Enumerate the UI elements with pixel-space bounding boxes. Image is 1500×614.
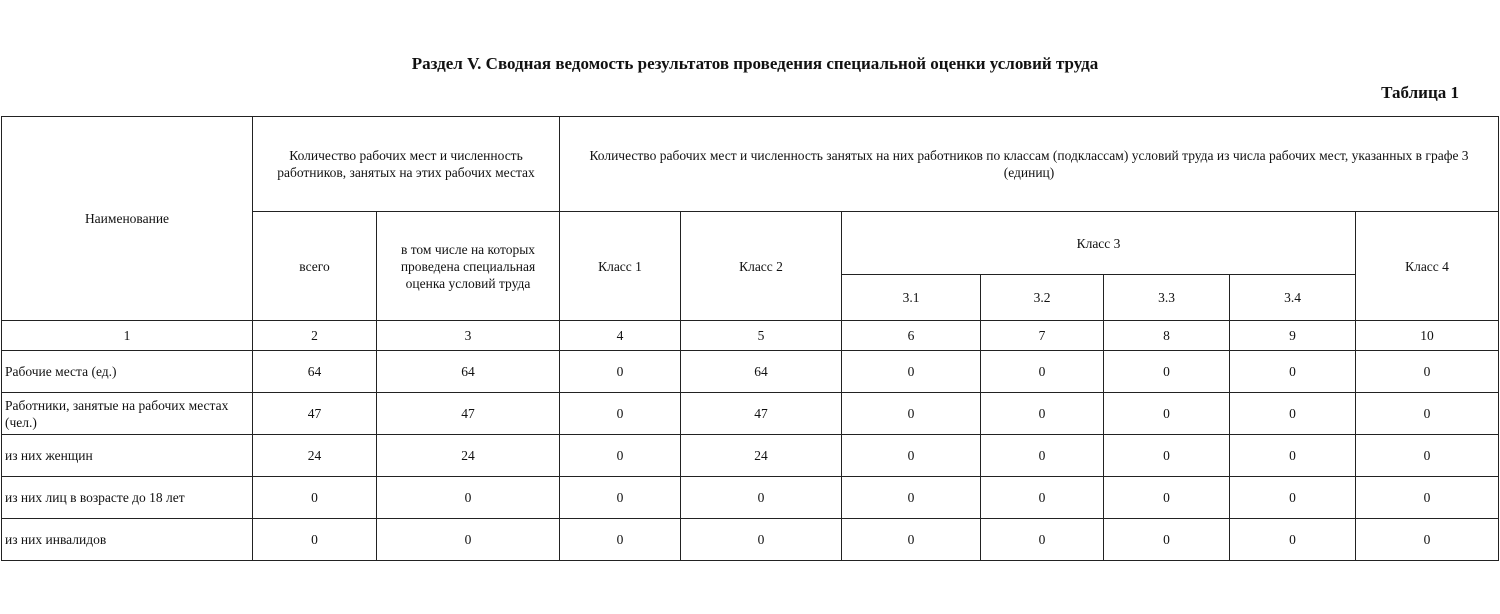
- table-row: [2, 435, 1499, 477]
- header-subclass-3-4: 3.4: [1230, 275, 1356, 321]
- table-cell: 0: [560, 477, 681, 519]
- table-cell: 47: [681, 393, 842, 435]
- table-row: [2, 351, 1499, 393]
- column-number-row: [2, 321, 1499, 351]
- column-number: 7: [981, 321, 1104, 351]
- header-class-2: Класс 2: [681, 212, 842, 321]
- row-label: из них инвалидов: [2, 519, 253, 561]
- table-cell: 0: [377, 519, 560, 561]
- summary-table: [1, 116, 1499, 561]
- table-cell: 0: [1356, 351, 1499, 393]
- header-class-3: Класс 3: [842, 212, 1356, 275]
- table-cell: 0: [1104, 435, 1230, 477]
- table-cell: 0: [1356, 393, 1499, 435]
- table-cell: 24: [681, 435, 842, 477]
- header-group-classes: Количество рабочих мест и численность занятых на них работников по классам (подклассам) условий труда из числа рабочих мест, указанных в графе 3 (единиц): [560, 117, 1499, 212]
- column-number: 1: [2, 321, 253, 351]
- table-cell: 0: [681, 477, 842, 519]
- table-label: Таблица 1: [1381, 83, 1459, 102]
- column-number: 9: [1230, 321, 1356, 351]
- table-cell: 0: [1356, 519, 1499, 561]
- table-cell: 0: [377, 477, 560, 519]
- table-cell: 0: [1104, 351, 1230, 393]
- table-cell: 0: [842, 519, 981, 561]
- table-cell: 0: [560, 351, 681, 393]
- row-label: Работники, занятые на рабочих местах (чел.): [2, 393, 253, 435]
- table-cell: 47: [253, 393, 377, 435]
- table-cell: 64: [253, 351, 377, 393]
- table-cell: 0: [981, 351, 1104, 393]
- header-subclass-3-3: 3.3: [1104, 275, 1230, 321]
- column-number: 5: [681, 321, 842, 351]
- header-total: всего: [253, 212, 377, 321]
- table-cell: 0: [842, 435, 981, 477]
- page-title: Раздел V. Сводная ведомость результатов проведения специальной оценки условий труда: [411, 54, 1099, 73]
- table-cell: 0: [253, 519, 377, 561]
- table-cell: 0: [981, 393, 1104, 435]
- column-number: 8: [1104, 321, 1230, 351]
- column-number: 6: [842, 321, 981, 351]
- table-cell: 0: [253, 477, 377, 519]
- header-class-1: Класс 1: [560, 212, 681, 321]
- table-cell: 0: [681, 519, 842, 561]
- row-label: из них лиц в возрасте до 18 лет: [2, 477, 253, 519]
- column-number: 3: [377, 321, 560, 351]
- table-cell: 0: [1356, 435, 1499, 477]
- table-row: [2, 477, 1499, 519]
- column-number: 4: [560, 321, 681, 351]
- table-cell: 0: [1230, 435, 1356, 477]
- row-label: Рабочие места (ед.): [2, 351, 253, 393]
- header-group-workplaces: Количество рабочих мест и численность работников, занятых на этих рабочих местах: [253, 117, 560, 212]
- table-cell: 24: [253, 435, 377, 477]
- table-cell: 0: [1230, 519, 1356, 561]
- table-cell: 0: [842, 477, 981, 519]
- table-row: [2, 393, 1499, 435]
- header-assessed: в том числе на которых проведена специальная оценка условий труда: [377, 212, 560, 321]
- table-cell: 0: [981, 435, 1104, 477]
- column-number: 2: [253, 321, 377, 351]
- table-cell: 0: [1104, 477, 1230, 519]
- table-cell: 64: [377, 351, 560, 393]
- header-class-4: Класс 4: [1356, 212, 1499, 321]
- table-cell: 0: [1230, 477, 1356, 519]
- table-cell: 0: [842, 351, 981, 393]
- header-name: Наименование: [2, 117, 253, 321]
- row-label: из них женщин: [2, 435, 253, 477]
- table-row: [2, 519, 1499, 561]
- header-subclass-3-2: 3.2: [981, 275, 1104, 321]
- table-cell: 0: [1356, 477, 1499, 519]
- table-cell: 0: [1230, 351, 1356, 393]
- table-cell: 24: [377, 435, 560, 477]
- table-cell: 0: [842, 393, 981, 435]
- table-cell: 0: [1230, 393, 1356, 435]
- header-row-1: [2, 117, 1499, 212]
- table-cell: 0: [981, 477, 1104, 519]
- table-cell: 0: [1104, 393, 1230, 435]
- table-cell: 0: [981, 519, 1104, 561]
- table-cell: 0: [560, 435, 681, 477]
- table-cell: 64: [681, 351, 842, 393]
- table-cell: 47: [377, 393, 560, 435]
- header-subclass-3-1: 3.1: [842, 275, 981, 321]
- table-cell: 0: [560, 393, 681, 435]
- table-cell: 0: [560, 519, 681, 561]
- table-cell: 0: [1104, 519, 1230, 561]
- column-number: 10: [1356, 321, 1499, 351]
